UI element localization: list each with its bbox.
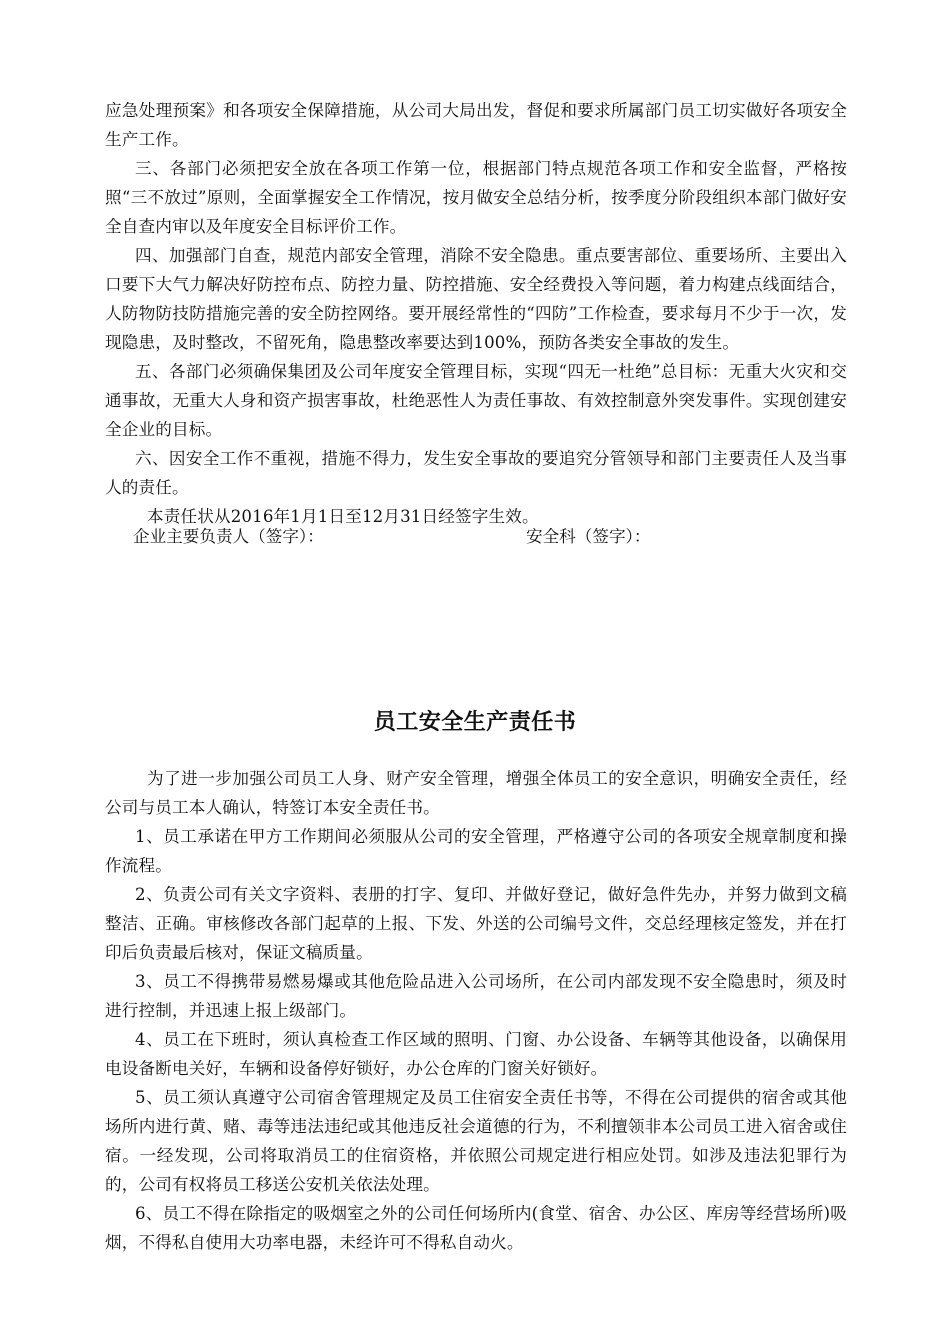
- document-title: 员工安全生产责任书: [373, 710, 577, 735]
- paragraph-item-3: 3、员工不得携带易燃易爆或其他危险品进入公司场所，在公司内部发现不安全隐患时，须及时进行控制，并迅速上报上级部门。: [105, 972, 847, 1020]
- paragraph-intro: 为了进一步加强公司员工人身、财产安全管理，增强全体员工的安全意识，明确安全责任，经公司与员工本人确认，特签订本安全责任书。: [105, 769, 847, 817]
- paragraph-effective-date: 本责任状从2016年1月1日至12月31日经签字生效。: [147, 507, 539, 526]
- employee-safety-section: [105, 764, 847, 1257]
- paragraph-clause-five: 五、各部门必须确保集团及公司年度安全管理目标，实现“四无一杜绝”总目标：无重大火灾和交通事故，无重大人身和资产损害事故，杜绝恶性人为责任事故、有效控制意外突发事件。实现创建安全企业的目标。: [105, 362, 847, 439]
- responsibility-statement-section: [105, 96, 847, 531]
- paragraph-clause-three: 三、各部门必须把安全放在各项工作第一位，根据部门特点规范各项工作和安全监督，严格按照“三不放过”原则，全面掌握安全工作情况，按月做安全总结分析，按季度分阶段组织本部门做好安全自查内审以及年度安全目标评价工作。: [105, 159, 847, 236]
- paragraph-item-4: 4、员工在下班时，须认真检查工作区域的照明、门窗、办公设备、车辆等其他设备，以确保用电设备断电关好，车辆和设备停好锁好，办公仓库的门窗关好锁好。: [105, 1030, 847, 1078]
- paragraph-continuation: 应急处理预案》和各项安全保障措施，从公司大局出发，督促和要求所属部门员工切实做好各项安全生产工作。: [105, 101, 847, 149]
- paragraph-item-6: 6、员工不得在除指定的吸烟室之外的公司任何场所内(食堂、宿舍、办公区、库房等经营场所)吸烟，不得私自使用大功率电器，未经许可不得私自动火。: [105, 1204, 847, 1252]
- paragraph-clause-four: 四、加强部门自查，规范内部安全管理，消除不安全隐患。重点要害部位、重要场所、主要出入口要下大气力解决好防控布点、防控力量、防控措施、安全经费投入等问题，着力构建点线面结合，人防物防技防措施完善的安全防控网络。要开展经常性的“四防”工作检查，要求每月不少于一次，发现隐患，及时整改，不留死角，隐患整改率要达到100%，预防各类安全事故的发生。: [105, 246, 847, 352]
- paragraph-clause-six: 六、因安全工作不重视，措施不得力，发生安全事故的要追究分管领导和部门主要责任人及当事人的责任。: [105, 449, 847, 497]
- signature-row: [133, 522, 773, 552]
- paragraph-item-2: 2、负责公司有关文字资料、表册的打字、复印、并做好登记，做好急件先办，并努力做到文稿整洁、正确。审核修改各部门起草的上报、下发、外送的公司编号文件，交总经理核定签发，并在打印后负责最后核对，保证文稿质量。: [105, 885, 847, 962]
- paragraph-item-5: 5、员工须认真遵守公司宿舍管理规定及员工住宿安全责任书等，不得在公司提供的宿舍或其他场所内进行黄、赌、毒等违法违纪或其他违反社会道德的行为，不利擅领非本公司员工进入宿舍或住宿。一经发现，公司将取消员工的住宿资格，并依照公司规定进行相应处罚。如涉及违法犯罪行为的，公司有权将员工移送公安机关依法处理。: [105, 1088, 847, 1194]
- paragraph-item-1: 1、员工承诺在甲方工作期间必须服从公司的安全管理，严格遵守公司的各项安全规章制度和操作流程。: [105, 827, 847, 875]
- signature-label-leader: 企业主要负责人（签字）：: [133, 527, 324, 546]
- signature-label-safety-dept: 安全科（签字）：: [526, 527, 651, 546]
